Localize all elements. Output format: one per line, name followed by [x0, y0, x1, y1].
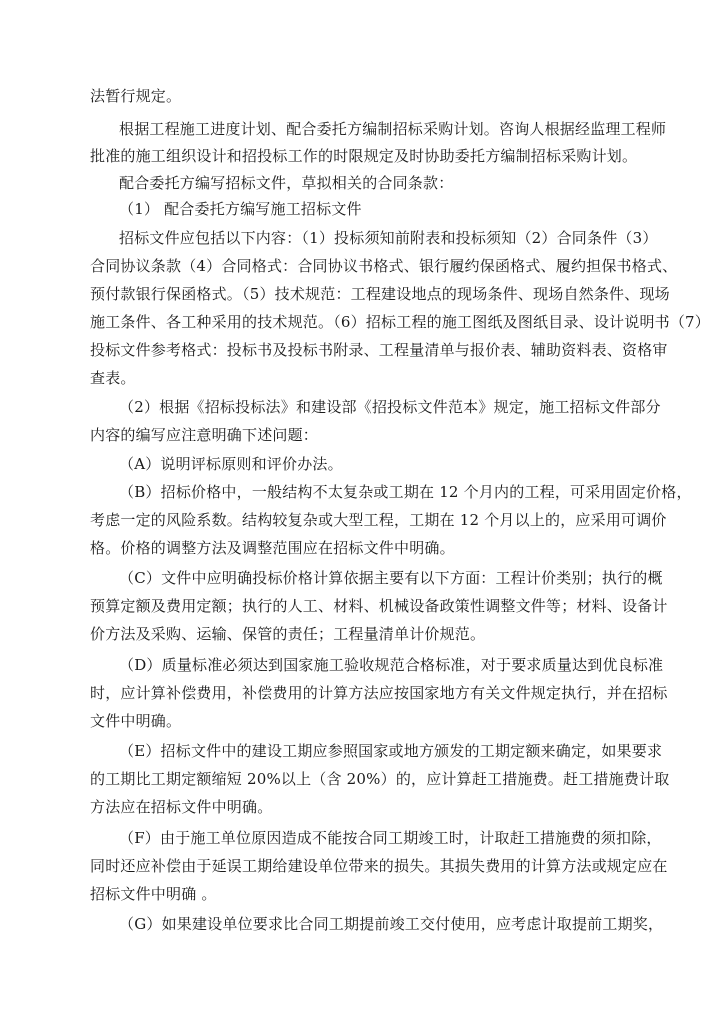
text-line: （C）文件中应明确投标价格计算依据主要有以下方面：工程计价类别；执行的概 [119, 569, 663, 587]
text-line: 施工条件、各工种采用的技术规范。（6）招标工程的施工图纸及图纸目录、设计说明书（7） [90, 313, 710, 331]
text-line: （1） 配合委托方编写施工招标文件 [119, 200, 362, 218]
text-line: 文件中明确。 [90, 712, 182, 730]
text-line: （A）说明评标原则和评价办法。 [119, 455, 343, 473]
text-line: （B）招标价格中，一般结构不太复杂或工期在 12 个月内的工程，可采用固定价格， [119, 483, 692, 501]
text-line: 合同协议条款（4）合同格式：合同协议书格式、银行履约保函格式、履约担保书格式、 [90, 257, 678, 275]
text-line: （2）根据《招标投标法》和建设部《招投标文件范本》规定，施工招标文件部分 [119, 398, 661, 416]
text-line: （E）招标文件中的建设工期应参照国家或地方颁发的工期定额来确定，如果要求 [119, 742, 663, 760]
text-line: 格。价格的调整方法及调整范围应在招标文件中明确。 [90, 539, 455, 557]
text-line: 同时还应补偿由于延误工期给建设单位带来的损失。其损失费用的计算方法或规定应在 [90, 857, 668, 875]
text-line: 法暂行规定。 [90, 87, 182, 105]
text-line: 招标文件应包括以下内容：（1）投标须知前附表和投标须知（2）合同条件（3） [119, 229, 658, 247]
text-line: 时，应计算补偿费用，补偿费用的计算方法应按国家地方有关文件规定执行，并在招标 [90, 684, 668, 702]
text-line: 根据工程施工进度计划、配合委托方编制招标采购计划。咨询人根据经监理工程师 [119, 120, 667, 138]
text-line: 价方法及采购、运输、保管的责任；工程量清单计价规范。 [90, 625, 486, 643]
text-line: 方法应在招标文件中明确。 [90, 798, 273, 816]
text-line: 配合委托方编写招标文件，草拟相关的合同条款： [119, 174, 454, 192]
text-line: （G）如果建设单位要求比合同工期提前竣工交付使用，应考虑计取提前工期奖， [119, 915, 664, 933]
text-line: 预算定额及费用定额；执行的人工、材料、机械设备政策性调整文件等；材料、设备计 [90, 597, 668, 615]
text-line: 招标文件中明确 。 [90, 885, 217, 903]
text-line: （F）由于施工单位原因造成不能按合同工期竣工时，计取赶工措施费的须扣除， [119, 829, 662, 847]
text-line: 批准的施工组织设计和招投标工作的时限规定及时协助委托方编制招标采购计划。 [90, 147, 638, 165]
text-line: 查表。 [90, 369, 136, 387]
text-line: 考虑一定的风险系数。结构较复杂或大型工程，工期在 12 个月以上的，应采用可调价 [90, 511, 667, 529]
text-line: 预付款银行保函格式。（5）技术规范：工程建设地点的现场条件、现场自然条件、现场 [90, 285, 670, 303]
text-line: 内容的编写应注意明确下述问题： [90, 426, 319, 444]
text-line: 的工期比工期定额缩短 20%以上（含 20%）的，应计算赶工措施费。赶工措施费计取 [90, 770, 670, 788]
text-line: 投标文件参考格式：投标书及投标书附录、工程量清单与报价表、辅助资料表、资格审 [90, 341, 668, 359]
text-line: （D）质量标准必须达到国家施工验收规范合格标准，对于要求质量达到优良标准 [119, 656, 664, 674]
